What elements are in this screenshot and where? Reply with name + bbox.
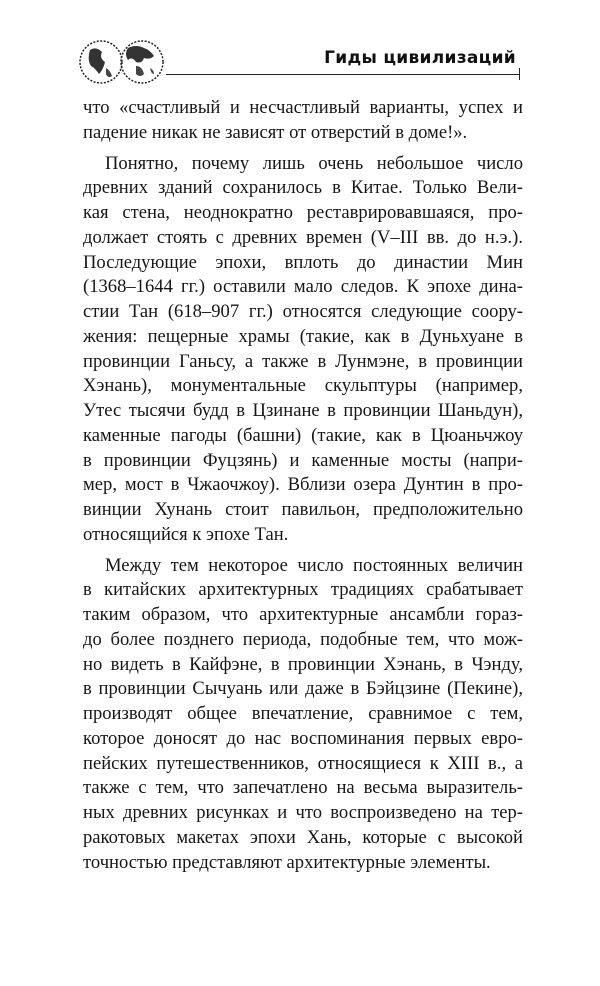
text-line: ракотовых макетах эпохи Хань, которые с высокой — [83, 826, 523, 848]
page-header — [78, 38, 528, 90]
text-line: относящийся к эпохе Тан. — [83, 523, 289, 545]
paragraph — [83, 152, 523, 548]
text-line: в провинции Фуцзянь) и каменные мосты (напри- — [83, 449, 523, 471]
text-line: также с тем, что запечатлено на весьма выразитель- — [83, 777, 523, 799]
text-line: Между тем некоторое число постоянных величин — [105, 554, 523, 576]
header-rule-tick — [519, 68, 520, 80]
text-line: до более позднего периода, подобные тем, что мож- — [83, 628, 523, 650]
text-line: что «счастливый и несчастливый варианты, успех и — [83, 97, 523, 118]
text-line: пейских путешественников, относящиеся к XIII в., а — [83, 752, 523, 774]
text-line: (1368–1644 гг.) оставили мало следов. К эпохе дина- — [83, 276, 523, 298]
text-line: кая стена, неоднократно реставрировавшаяся, про- — [83, 202, 523, 223]
text-line: в китайских архитектурных традициях срабатывает — [83, 579, 523, 601]
running-title: Гиды цивилизаций — [324, 48, 516, 68]
text-line: провинции Ганьсу, а также в Лунмэне, в провинции — [83, 350, 523, 372]
text-line: производят общее впечатление, сравнимое с тем, — [83, 703, 523, 724]
text-line: должает стоять с древних времен (V–III вв. до н.э.). — [83, 226, 523, 248]
text-line: Последующие эпохи, вплоть до династии Мин — [83, 251, 523, 273]
text-line: таким образом, что архитектурные ансамбли гораз- — [83, 604, 523, 625]
text-line: винции Хунань стоит павильон, предположительно — [83, 499, 523, 520]
text-line: ных древних рисунках и что воспроизведено на тер- — [83, 802, 523, 823]
body-text — [83, 96, 523, 881]
text-line: которое доносят до нас воспоминания первых евро- — [83, 727, 523, 749]
text-line: падение никак не зависят от отверстий в доме!». — [83, 121, 468, 143]
paragraph — [83, 554, 523, 876]
header-rule — [166, 74, 520, 75]
paragraph — [83, 96, 523, 146]
text-line: древних зданий сохранилось в Китае. Только Вели- — [83, 177, 523, 199]
text-line: жения: пещерные храмы (такие, как в Дуньхуане в — [83, 325, 523, 347]
text-line: Хэнань), монументальные скульптуры (например, — [83, 375, 523, 397]
text-line: стии Тан (618–907 гг.) относятся следующие соору- — [83, 301, 523, 322]
text-line: Утес тысячи будд в Цзинане в провинции Шаньдун), — [83, 400, 523, 421]
two-globes-icon — [78, 38, 168, 86]
text-line: точностью представляют архитектурные элементы. — [83, 851, 491, 873]
text-line: в провинции Сычуань или даже в Бэйцзине (Пекине), — [83, 678, 523, 700]
text-line: каменные пагоды (башни) (такие, как в Цюаньчжоу — [83, 424, 523, 446]
text-line: мер, мост в Чжаочжоу). Вблизи озера Дунтин в про- — [83, 474, 523, 496]
text-line: Понятно, почему лишь очень небольшое число — [105, 152, 523, 174]
text-line: но видеть в Кайфэне, в провинции Хэнань, в Чэнду, — [83, 653, 523, 675]
